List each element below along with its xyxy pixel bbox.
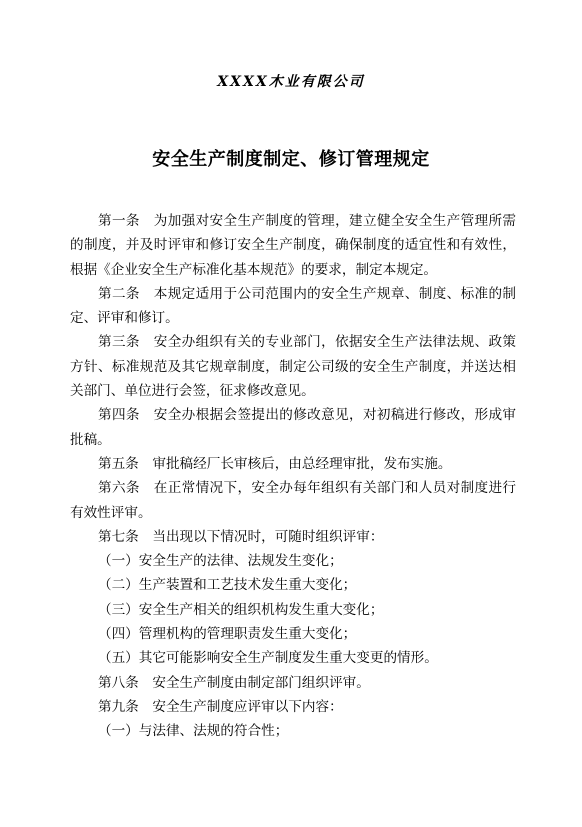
article-8: 第八条 安全生产制度由制定部门组织评审。 — [98, 674, 370, 691]
article-4: 第四条 安全办根据会签提出的修改意见，对初稿进行修改，形成审批稿。 — [70, 407, 516, 448]
list-item: （三）安全生产相关的组织机构发生重大变化； — [98, 601, 384, 618]
article-1: 第一条 为加强对安全生产制度的管理，建立健全安全生产管理所需的制度，并及时评审和修订安全生产制度，确保制度的适宜性和有效性，根据《企业安全生产标准化基本规范》的要求，制定本规定。 — [70, 213, 516, 278]
list-item: （二）生产装置和工艺技术发生重大变化； — [98, 577, 357, 594]
article-5: 第五条 审批稿经厂长审核后，由总经理审批，发布实施。 — [98, 455, 452, 472]
list-item: （五）其它可能影响安全生产制度发生重大变更的情形。 — [98, 650, 438, 667]
document-body — [70, 209, 516, 744]
article-3: 第三条 安全办组织有关的专业部门，依据安全生产法律法规、政策方针、标准规范及其它规章制度，制定公司级的安全生产制度，并送达相关部门、单位进行会签，征求修改意见。 — [70, 334, 516, 400]
list-item: （一）安全生产的法律、法规发生变化； — [98, 553, 343, 570]
article-7: 第七条 当出现以下情况时，可随时组织评审： — [98, 528, 384, 545]
article-6: 第六条 在正常情况下，安全办每年组织有关部门和人员对制度进行有效性评审。 — [70, 480, 516, 521]
company-name: XXXX木业有限公司 — [217, 74, 365, 90]
article-9: 第九条 安全生产制度应评审以下内容： — [98, 698, 343, 715]
list-item: （一）与法律、法规的符合性； — [98, 723, 289, 740]
article-2: 第二条 本规定适用于公司范围内的安全生产规章、制度、标准的制定、评审和修订。 — [70, 285, 516, 327]
document-title: 安全生产制度制定、修订管理规定 — [152, 149, 430, 170]
list-item: （四）管理机构的管理职责发生重大变化； — [98, 626, 357, 643]
